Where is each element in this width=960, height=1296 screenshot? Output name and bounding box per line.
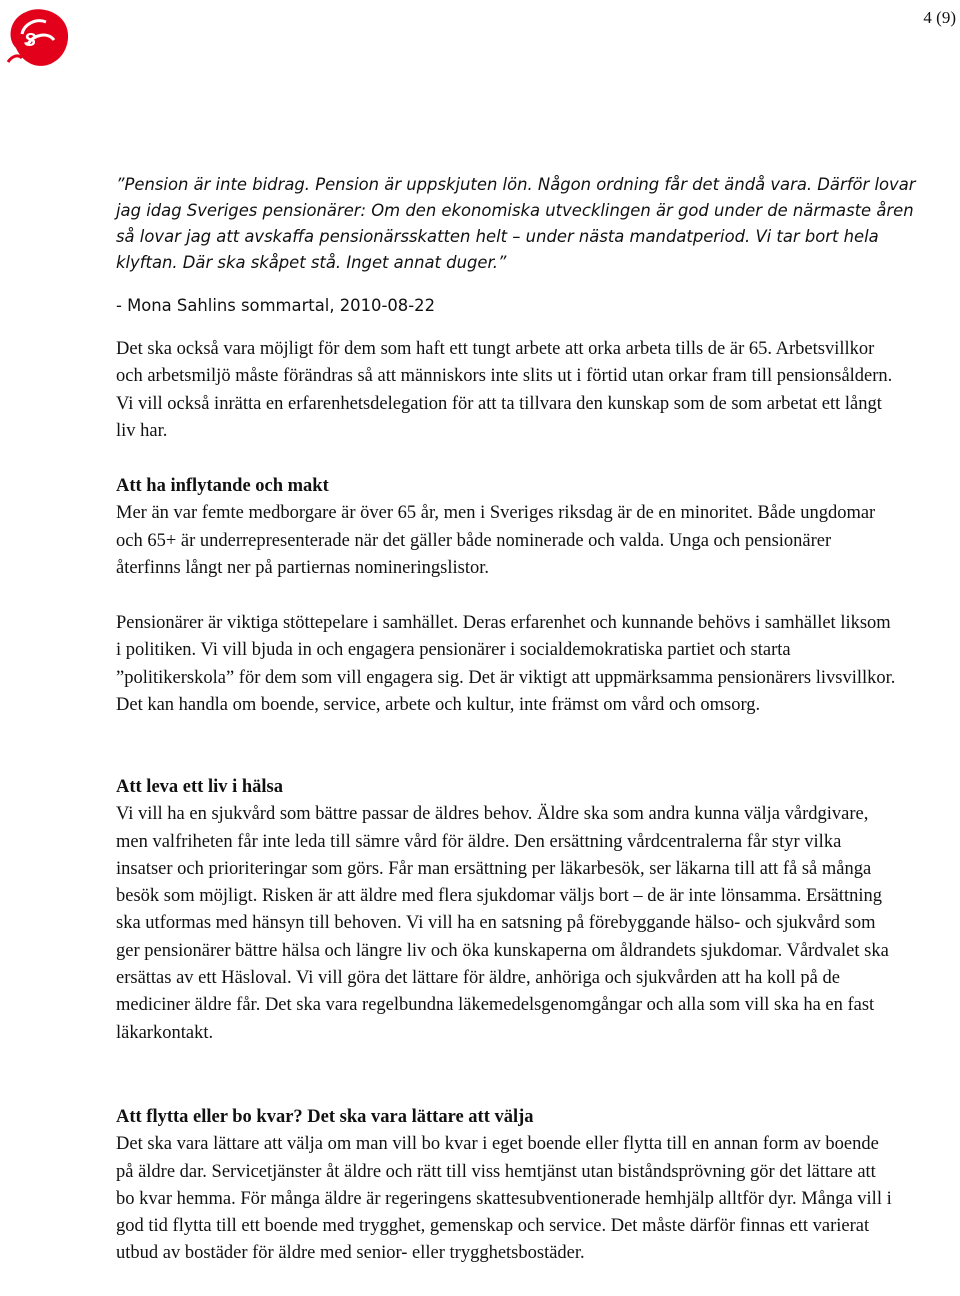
section-influence [116, 473, 896, 582]
section-housing [116, 1104, 896, 1268]
section-paragraph: Vi vill ha en sjukvård som bättre passar de äldres behov. Äldre ska som andra kunna välja vårdgivare, men valfriheten får inte leda till sämre vård för äldre. Den ersättning vårdcentralerna får styr vilka insatser och prioriteringar som görs. Får man ersättning per läkarbesök, ser läkarna till att få så många besök som möjligt. Risken är att äldre med flera sjukdomar väljs bort – de är inte lönsamma. Ersättning ska utformas med hänsyn till behoven. Vi vill ha en satsning på förebyggande hälso- och sjukvård som ger pensionärer bättre hälsa och längre liv och öka kunskaperna om åldrandets sjukdomar. Vårdvalet ska ersättas av ett Häsloval. Vi vill göra det lättare för äldre, anhöriga och sjukvården att ha koll på de mediciner äldre får. Det ska vara regelbundna läkemedelsgenomgångar och alla som vill ska ha en fast läkarkontakt. [116, 804, 889, 1043]
section-influence-paragraph-2 [116, 610, 896, 719]
rose-logo [2, 4, 72, 72]
section-heading: Att ha inflytande och makt [116, 476, 329, 496]
intro-text: Det ska också vara möjligt för dem som haft ett tungt arbete att orka arbeta tills de är 65. Arbetsvillkor och arbetsmiljö måste förändras så att människors inte slits ut i förtid utan orkar fram till pensionsåldern. Vi vill också inrätta en erfarenhetsdelegation för att ta tillvara den kunskap som de som arbetat ett långt liv har. [116, 339, 893, 441]
intro-paragraph [116, 336, 896, 445]
section-health [116, 774, 896, 1047]
svg-text:S: S [24, 30, 37, 50]
section-heading: Att leva ett liv i hälsa [116, 777, 283, 797]
section-heading: Att flytta eller bo kvar? Det ska vara lättare att välja [116, 1107, 534, 1127]
section-paragraph: Det ska vara lättare att välja om man vill bo kvar i eget boende eller flytta till en annan form av boende på äldre dar. Servicetjänster åt äldre och rätt till viss hemtjänst utan biståndsprövning gör det lättare att bo kvar hemma. För många äldre är regeringens skattesubventionerade hemhjälp alltför dyr. Många vill i god tid flytta till ett boende med trygghet, gemenskap och service. Det måste därför finnas ett varierat utbud av bostäder för äldre med senior- eller trygghetsbostäder. [116, 1134, 892, 1264]
page-number: 4 (9) [923, 8, 956, 27]
section-paragraph: Pensionärer är viktiga stöttepelare i samhället. Deras erfarenhet och kunnande behövs i samhället liksom i politiken. Vi vill bjuda in och engagera pensionärer i socialdemokratiska partiet och starta ”politikerskola” för dem som vill engagera sig. Det är viktigt att uppmärksamma pensionärers livsvillkor. Det kan handla om boende, service, arbete och kultur, inte främst om vård och omsorg. [116, 613, 896, 715]
quote-attribution: - Mona Sahlins sommartal, 2010-08-22 [116, 296, 436, 315]
quote-text: ”Pension är inte bidrag. Pension är uppskjuten lön. Någon ordning får det ändå vara. Därför lovar jag idag Sveriges pensionärer: Om den ekonomiska utvecklingen är god under de närmaste åren så lovar jag att avskaffa pensionärsskatten helt – under nästa mandatperiod. Vi tar bort hela klyftan. Där ska skåpet stå. Inget annat duger.” [116, 175, 916, 272]
section-paragraph: Mer än var femte medborgare är över 65 år, men i Sveriges riksdag är de en minoritet. Både ungdomar och 65+ är underrepresenterade när det gäller både nominerade och valda. Unga och pensionärer återfinns långt ner på partiernas nomineringslistor. [116, 503, 876, 578]
